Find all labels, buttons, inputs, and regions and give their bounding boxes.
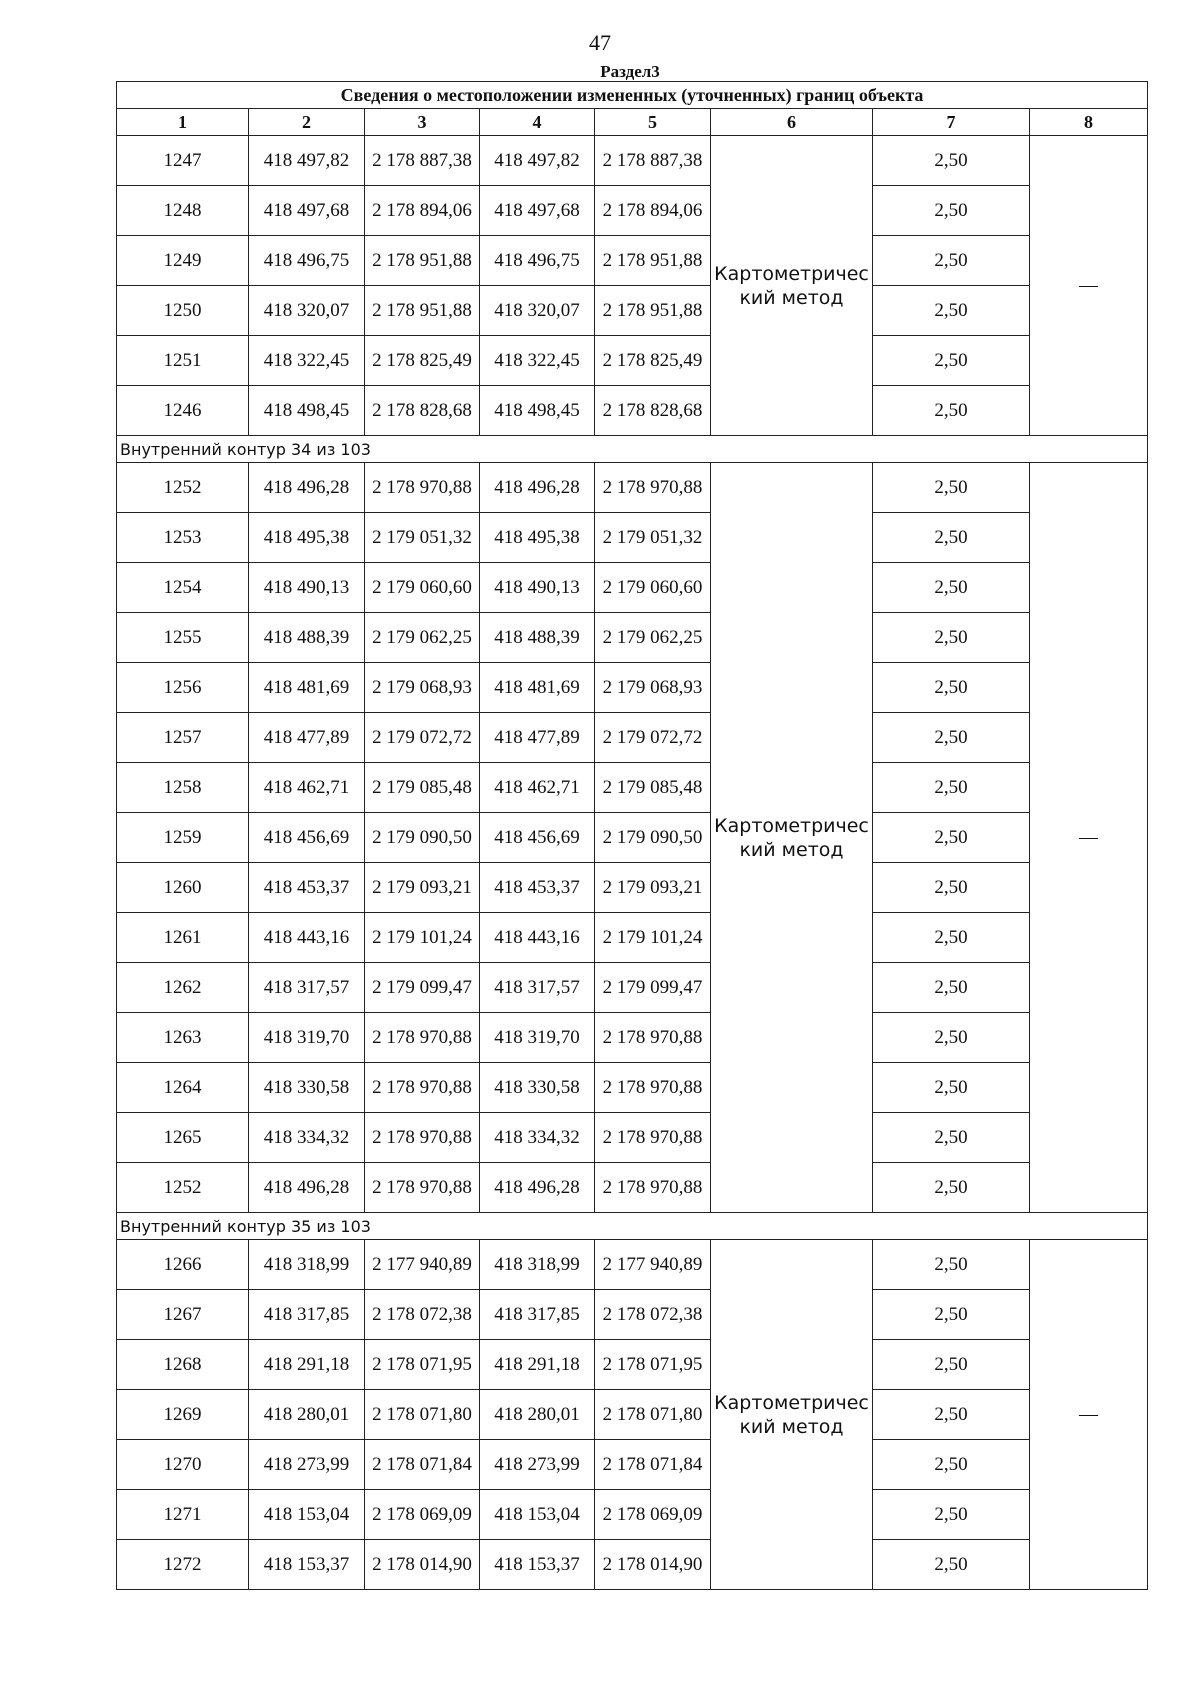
- point-number-cell: 1255: [117, 613, 249, 663]
- accuracy-cell: 2,50: [873, 963, 1030, 1013]
- table-row: [117, 1113, 1148, 1163]
- new-x-cell: 418 456,69: [480, 813, 595, 863]
- table-row: [117, 1240, 1148, 1290]
- existing-y-cell: 2 179 072,72: [365, 713, 480, 763]
- note-cell: —: [1030, 1240, 1148, 1590]
- point-number-cell: 1258: [117, 763, 249, 813]
- point-number-cell: 1246: [117, 386, 249, 436]
- point-number-cell: 1268: [117, 1340, 249, 1390]
- table-row: [117, 1290, 1148, 1340]
- point-number-cell: 1261: [117, 913, 249, 963]
- contour-label: Внутренний контур 34 из 103: [117, 436, 1148, 463]
- new-x-cell: 418 477,89: [480, 713, 595, 763]
- table-row: [117, 663, 1148, 713]
- existing-x-cell: 418 498,45: [249, 386, 365, 436]
- table-body: [117, 136, 1148, 1590]
- new-x-cell: 418 280,01: [480, 1390, 595, 1440]
- new-x-cell: 418 497,68: [480, 186, 595, 236]
- accuracy-cell: 2,50: [873, 1063, 1030, 1113]
- existing-y-cell: 2 178 071,84: [365, 1440, 480, 1490]
- contour-label: Внутренний контур 35 из 103: [117, 1213, 1148, 1240]
- point-number-cell: 1262: [117, 963, 249, 1013]
- point-number-cell: 1259: [117, 813, 249, 863]
- existing-x-cell: 418 153,04: [249, 1490, 365, 1540]
- point-number-cell: 1252: [117, 463, 249, 513]
- existing-y-cell: 2 178 970,88: [365, 1063, 480, 1113]
- point-number-cell: 1267: [117, 1290, 249, 1340]
- point-number-cell: 1269: [117, 1390, 249, 1440]
- accuracy-cell: 2,50: [873, 1390, 1030, 1440]
- new-y-cell: 2 179 068,93: [595, 663, 711, 713]
- accuracy-cell: 2,50: [873, 563, 1030, 613]
- new-x-cell: 418 317,85: [480, 1290, 595, 1340]
- new-y-cell: 2 179 090,50: [595, 813, 711, 863]
- new-x-cell: 418 496,28: [480, 1163, 595, 1213]
- table-row: [117, 863, 1148, 913]
- table-row: [117, 563, 1148, 613]
- new-y-cell: 2 178 828,68: [595, 386, 711, 436]
- new-y-cell: 2 178 970,88: [595, 1013, 711, 1063]
- table-row: [117, 913, 1148, 963]
- point-number-cell: 1257: [117, 713, 249, 763]
- existing-x-cell: 418 334,32: [249, 1113, 365, 1163]
- new-x-cell: 418 322,45: [480, 336, 595, 386]
- existing-y-cell: 2 178 894,06: [365, 186, 480, 236]
- new-y-cell: 2 178 014,90: [595, 1540, 711, 1590]
- existing-y-cell: 2 178 970,88: [365, 463, 480, 513]
- column-number: 3: [365, 109, 480, 136]
- point-number-cell: 1265: [117, 1113, 249, 1163]
- accuracy-cell: 2,50: [873, 186, 1030, 236]
- table-row: [117, 1440, 1148, 1490]
- existing-x-cell: 418 453,37: [249, 863, 365, 913]
- table-row: [117, 813, 1148, 863]
- new-y-cell: 2 177 940,89: [595, 1240, 711, 1290]
- existing-y-cell: 2 179 060,60: [365, 563, 480, 613]
- existing-y-cell: 2 178 069,09: [365, 1490, 480, 1540]
- existing-y-cell: 2 178 951,88: [365, 286, 480, 336]
- existing-x-cell: 418 273,99: [249, 1440, 365, 1490]
- note-cell: —: [1030, 136, 1148, 436]
- new-y-cell: 2 178 072,38: [595, 1290, 711, 1340]
- point-number-cell: 1272: [117, 1540, 249, 1590]
- new-x-cell: 418 496,75: [480, 236, 595, 286]
- new-y-cell: 2 179 051,32: [595, 513, 711, 563]
- accuracy-cell: 2,50: [873, 813, 1030, 863]
- accuracy-cell: 2,50: [873, 386, 1030, 436]
- new-y-cell: 2 179 101,24: [595, 913, 711, 963]
- new-x-cell: 418 318,99: [480, 1240, 595, 1290]
- existing-x-cell: 418 320,07: [249, 286, 365, 336]
- new-y-cell: 2 179 099,47: [595, 963, 711, 1013]
- new-x-cell: 418 273,99: [480, 1440, 595, 1490]
- accuracy-cell: 2,50: [873, 613, 1030, 663]
- existing-x-cell: 418 319,70: [249, 1013, 365, 1063]
- existing-x-cell: 418 443,16: [249, 913, 365, 963]
- table-row: [117, 513, 1148, 563]
- existing-x-cell: 418 280,01: [249, 1390, 365, 1440]
- table-row: [117, 713, 1148, 763]
- point-number-cell: 1271: [117, 1490, 249, 1540]
- table-row: [117, 463, 1148, 513]
- section-label: Раздел3: [600, 62, 660, 81]
- column-number: 1: [117, 109, 249, 136]
- existing-y-cell: 2 179 062,25: [365, 613, 480, 663]
- point-number-cell: 1264: [117, 1063, 249, 1113]
- existing-x-cell: 418 490,13: [249, 563, 365, 613]
- new-x-cell: 418 291,18: [480, 1340, 595, 1390]
- accuracy-cell: 2,50: [873, 713, 1030, 763]
- existing-x-cell: 418 495,38: [249, 513, 365, 563]
- existing-x-cell: 418 477,89: [249, 713, 365, 763]
- existing-x-cell: 418 497,68: [249, 186, 365, 236]
- accuracy-cell: 2,50: [873, 1163, 1030, 1213]
- accuracy-cell: 2,50: [873, 1440, 1030, 1490]
- existing-y-cell: 2 177 940,89: [365, 1240, 480, 1290]
- point-number-cell: 1254: [117, 563, 249, 613]
- accuracy-cell: 2,50: [873, 336, 1030, 386]
- column-number: 5: [595, 109, 711, 136]
- existing-y-cell: 2 178 828,68: [365, 386, 480, 436]
- existing-x-cell: 418 488,39: [249, 613, 365, 663]
- new-y-cell: 2 178 069,09: [595, 1490, 711, 1540]
- table-row: [117, 136, 1148, 186]
- existing-y-cell: 2 178 970,88: [365, 1163, 480, 1213]
- new-y-cell: 2 178 071,84: [595, 1440, 711, 1490]
- accuracy-cell: 2,50: [873, 1540, 1030, 1590]
- point-number-cell: 1263: [117, 1013, 249, 1063]
- accuracy-cell: 2,50: [873, 1290, 1030, 1340]
- new-y-cell: 2 178 970,88: [595, 463, 711, 513]
- point-number-cell: 1247: [117, 136, 249, 186]
- point-number-cell: 1251: [117, 336, 249, 386]
- existing-x-cell: 418 456,69: [249, 813, 365, 863]
- existing-x-cell: 418 153,37: [249, 1540, 365, 1590]
- method-cell: Картометрический метод: [711, 463, 873, 1213]
- new-y-cell: 2 178 825,49: [595, 336, 711, 386]
- new-x-cell: 418 453,37: [480, 863, 595, 913]
- existing-y-cell: 2 179 101,24: [365, 913, 480, 963]
- table-row: [117, 1013, 1148, 1063]
- new-x-cell: 418 497,82: [480, 136, 595, 186]
- point-number-cell: 1250: [117, 286, 249, 336]
- new-y-cell: 2 178 970,88: [595, 1113, 711, 1163]
- new-y-cell: 2 179 060,60: [595, 563, 711, 613]
- accuracy-cell: 2,50: [873, 763, 1030, 813]
- existing-x-cell: 418 317,85: [249, 1290, 365, 1340]
- existing-x-cell: 418 497,82: [249, 136, 365, 186]
- new-x-cell: 418 153,04: [480, 1490, 595, 1540]
- new-x-cell: 418 317,57: [480, 963, 595, 1013]
- table-row: [117, 186, 1148, 236]
- page-number: 47: [589, 30, 611, 55]
- accuracy-cell: 2,50: [873, 1013, 1030, 1063]
- accuracy-cell: 2,50: [873, 663, 1030, 713]
- existing-y-cell: 2 178 014,90: [365, 1540, 480, 1590]
- existing-x-cell: 418 317,57: [249, 963, 365, 1013]
- existing-y-cell: 2 179 099,47: [365, 963, 480, 1013]
- table-row: [117, 1063, 1148, 1113]
- point-number-cell: 1256: [117, 663, 249, 713]
- column-number: 4: [480, 109, 595, 136]
- new-x-cell: 418 462,71: [480, 763, 595, 813]
- contour-header-row: [117, 1213, 1148, 1240]
- accuracy-cell: 2,50: [873, 236, 1030, 286]
- new-x-cell: 418 481,69: [480, 663, 595, 713]
- point-number-cell: 1249: [117, 236, 249, 286]
- existing-y-cell: 2 179 085,48: [365, 763, 480, 813]
- table-row: [117, 963, 1148, 1013]
- new-x-cell: 418 490,13: [480, 563, 595, 613]
- existing-x-cell: 418 330,58: [249, 1063, 365, 1113]
- new-x-cell: 418 496,28: [480, 463, 595, 513]
- column-number: 6: [711, 109, 873, 136]
- point-number-cell: 1253: [117, 513, 249, 563]
- column-number: 2: [249, 109, 365, 136]
- new-y-cell: 2 179 072,72: [595, 713, 711, 763]
- existing-y-cell: 2 179 093,21: [365, 863, 480, 913]
- accuracy-cell: 2,50: [873, 1490, 1030, 1540]
- table-row: [117, 613, 1148, 663]
- table-row: [117, 236, 1148, 286]
- new-x-cell: 418 488,39: [480, 613, 595, 663]
- new-x-cell: 418 330,58: [480, 1063, 595, 1113]
- accuracy-cell: 2,50: [873, 913, 1030, 963]
- existing-x-cell: 418 318,99: [249, 1240, 365, 1290]
- new-y-cell: 2 178 951,88: [595, 236, 711, 286]
- accuracy-cell: 2,50: [873, 463, 1030, 513]
- accuracy-cell: 2,50: [873, 136, 1030, 186]
- new-y-cell: 2 178 071,95: [595, 1340, 711, 1390]
- existing-x-cell: 418 496,28: [249, 463, 365, 513]
- column-number: 8: [1030, 109, 1148, 136]
- new-y-cell: 2 178 970,88: [595, 1063, 711, 1113]
- table-row: [117, 286, 1148, 336]
- existing-y-cell: 2 179 068,93: [365, 663, 480, 713]
- contour-header-row: [117, 436, 1148, 463]
- accuracy-cell: 2,50: [873, 1340, 1030, 1390]
- accuracy-cell: 2,50: [873, 286, 1030, 336]
- existing-x-cell: 418 481,69: [249, 663, 365, 713]
- existing-x-cell: 418 462,71: [249, 763, 365, 813]
- existing-y-cell: 2 178 970,88: [365, 1013, 480, 1063]
- new-x-cell: 418 334,32: [480, 1113, 595, 1163]
- method-cell: Картометрический метод: [711, 136, 873, 436]
- table-row: [117, 386, 1148, 436]
- table-row: [117, 763, 1148, 813]
- existing-x-cell: 418 496,75: [249, 236, 365, 286]
- new-x-cell: 418 443,16: [480, 913, 595, 963]
- table-row: [117, 1540, 1148, 1590]
- new-y-cell: 2 179 062,25: [595, 613, 711, 663]
- existing-y-cell: 2 178 072,38: [365, 1290, 480, 1340]
- existing-y-cell: 2 178 951,88: [365, 236, 480, 286]
- table-row: [117, 1490, 1148, 1540]
- new-y-cell: 2 178 894,06: [595, 186, 711, 236]
- note-cell: —: [1030, 463, 1148, 1213]
- table-title: Сведения о местоположении измененных (уточненных) границ объекта: [117, 82, 1148, 109]
- new-y-cell: 2 178 071,80: [595, 1390, 711, 1440]
- new-y-cell: 2 178 970,88: [595, 1163, 711, 1213]
- new-y-cell: 2 178 951,88: [595, 286, 711, 336]
- new-x-cell: 418 495,38: [480, 513, 595, 563]
- coordinates-table: [116, 81, 1148, 1590]
- point-number-cell: 1260: [117, 863, 249, 913]
- method-cell: Картометрический метод: [711, 1240, 873, 1590]
- existing-x-cell: 418 322,45: [249, 336, 365, 386]
- point-number-cell: 1270: [117, 1440, 249, 1490]
- existing-x-cell: 418 496,28: [249, 1163, 365, 1213]
- existing-x-cell: 418 291,18: [249, 1340, 365, 1390]
- new-x-cell: 418 319,70: [480, 1013, 595, 1063]
- new-y-cell: 2 179 093,21: [595, 863, 711, 913]
- accuracy-cell: 2,50: [873, 863, 1030, 913]
- point-number-cell: 1266: [117, 1240, 249, 1290]
- table-row: [117, 1390, 1148, 1440]
- point-number-cell: 1248: [117, 186, 249, 236]
- column-number: 7: [873, 109, 1030, 136]
- new-x-cell: 418 320,07: [480, 286, 595, 336]
- new-x-cell: 418 153,37: [480, 1540, 595, 1590]
- accuracy-cell: 2,50: [873, 1113, 1030, 1163]
- accuracy-cell: 2,50: [873, 1240, 1030, 1290]
- existing-y-cell: 2 178 071,95: [365, 1340, 480, 1390]
- existing-y-cell: 2 178 970,88: [365, 1113, 480, 1163]
- new-y-cell: 2 178 887,38: [595, 136, 711, 186]
- table-row: [117, 1340, 1148, 1390]
- accuracy-cell: 2,50: [873, 513, 1030, 563]
- existing-y-cell: 2 178 887,38: [365, 136, 480, 186]
- existing-y-cell: 2 179 051,32: [365, 513, 480, 563]
- point-number-cell: 1252: [117, 1163, 249, 1213]
- existing-y-cell: 2 178 825,49: [365, 336, 480, 386]
- table-row: [117, 1163, 1148, 1213]
- new-x-cell: 418 498,45: [480, 386, 595, 436]
- existing-y-cell: 2 179 090,50: [365, 813, 480, 863]
- existing-y-cell: 2 178 071,80: [365, 1390, 480, 1440]
- table-row: [117, 336, 1148, 386]
- new-y-cell: 2 179 085,48: [595, 763, 711, 813]
